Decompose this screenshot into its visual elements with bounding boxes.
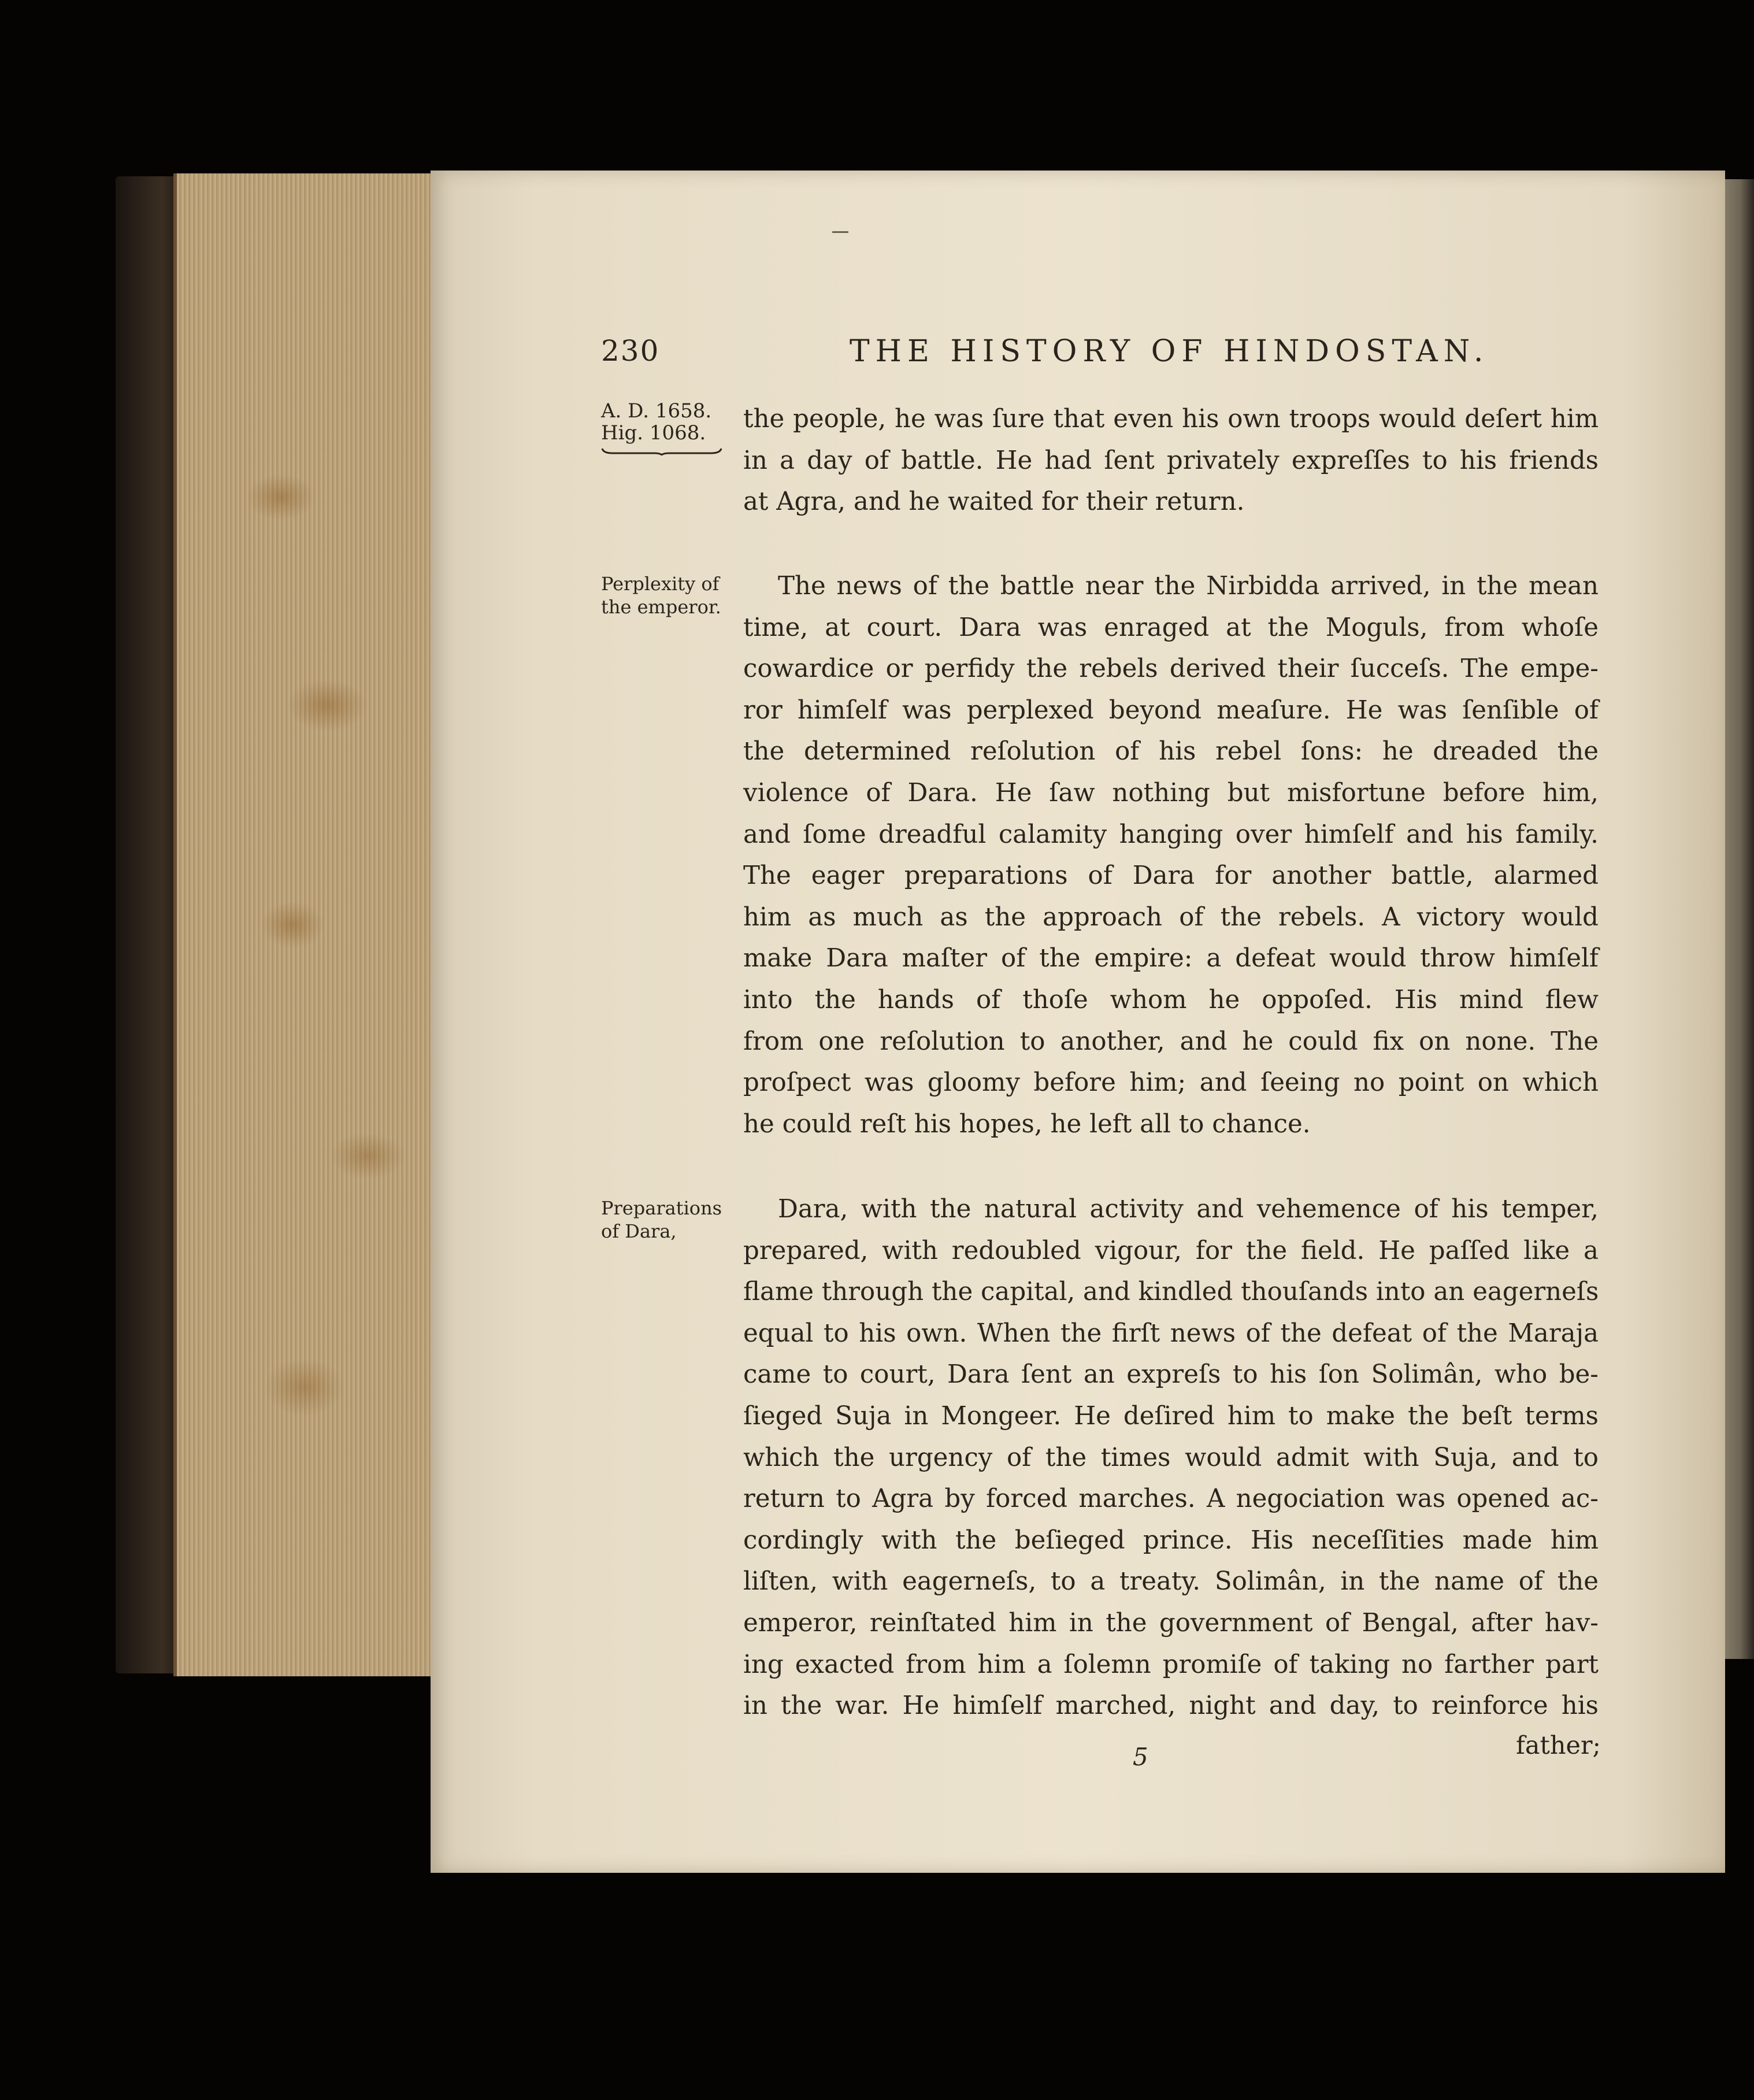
text-line: which the urgency of the times would admit with Suja, and to bbox=[743, 1443, 1599, 1472]
text-line: cowardice or perfidy the rebels derived their ſucceſs. The empe- bbox=[743, 654, 1599, 684]
running-title: THE HISTORY OF HINDOSTAN. bbox=[850, 334, 1489, 369]
text-line: ror himſelf was perplexed beyond meaſure. He was ſenſible of bbox=[743, 695, 1599, 725]
catchword: father; bbox=[1515, 1731, 1601, 1760]
text-line: he could reſt his hopes, he left all to chance. bbox=[743, 1109, 1311, 1139]
text-line: The news of the battle near the Nirbidda arrived, in the mean bbox=[778, 572, 1599, 601]
text-line: into the hands of thoſe whom he oppoſed. His mind flew bbox=[743, 985, 1599, 1014]
margin-date-ad: A. D. 1658. bbox=[601, 399, 712, 423]
text-line: The eager preparations of Dara for another battle, alarmed bbox=[743, 861, 1599, 891]
text-line: in the war. He himſelf marched, night and day, to reinforce his bbox=[743, 1691, 1599, 1721]
text-line: make Dara maſter of the empire: a defeat would throw himſelf bbox=[743, 944, 1599, 973]
margin-note-line: Preparations bbox=[601, 1197, 722, 1219]
signature-mark: 5 bbox=[1133, 1743, 1148, 1771]
margin-date-note bbox=[601, 400, 740, 455]
text-line: the determined reſolution of his rebel ſons: he dreaded the bbox=[743, 737, 1599, 766]
page-block-edge bbox=[173, 173, 448, 1676]
text-line: and ſome dreadful calamity hanging over himſelf and his family. bbox=[743, 820, 1599, 849]
margin-note-line: Perplexity of bbox=[601, 573, 720, 595]
text-line: emperor, reinſtated him in the government of Bengal, after hav- bbox=[743, 1608, 1599, 1638]
paragraph-news-of-battle bbox=[743, 566, 1599, 1145]
margin-note-preparations bbox=[601, 1197, 740, 1243]
text-line: violence of Dara. He ſaw nothing but misfortune before him, bbox=[743, 778, 1599, 808]
text-line: Dara, with the natural activity and vehemence of his temper, bbox=[778, 1195, 1599, 1224]
text-line: prepared, with redoubled vigour, for the field. He paſſed like a bbox=[743, 1236, 1599, 1265]
margin-note-perplexity bbox=[601, 572, 740, 618]
page-number: 230 bbox=[601, 334, 660, 368]
text-line: liſten, with eagerneſs, to a treaty. Solimân, in the name of the bbox=[743, 1567, 1599, 1597]
margin-note-line: of Dara, bbox=[601, 1220, 677, 1242]
ink-mark bbox=[832, 231, 848, 233]
text-line: him as much as the approach of the rebels. A victory would bbox=[743, 902, 1599, 932]
text-line: return to Agra by forced marches. A negociation was opened ac- bbox=[743, 1484, 1599, 1514]
text-line: cordingly with the beſieged prince. His neceſſities made him bbox=[743, 1525, 1599, 1555]
text-line: proſpect was gloomy before him; and ſeeing no point on which bbox=[743, 1068, 1599, 1098]
text-line: time, at court. Dara was enraged at the Moguls, from whoſe bbox=[743, 613, 1599, 642]
text-line: at Agra, and he waited for their return. bbox=[743, 487, 1245, 517]
text-line: from one reſolution to another, and he could fix on none. The bbox=[743, 1027, 1599, 1056]
paragraph-continuation bbox=[743, 399, 1599, 523]
text-line: the people, he was ſure that even his own troops would deſert him bbox=[743, 405, 1599, 434]
text-line: flame through the capital, and kindled thouſands into an eagerneſs bbox=[743, 1277, 1599, 1307]
text-line: equal to his own. When the firſt news of the defeat of the Maraja bbox=[743, 1318, 1599, 1348]
running-head bbox=[601, 334, 1595, 380]
brace-ornament bbox=[601, 447, 722, 455]
text-line: ing exacted from him a ſolemn promiſe of taking no farther part bbox=[743, 1650, 1599, 1679]
text-line: came to court, Dara ſent an expreſs to his ſon Solimân, who be- bbox=[743, 1360, 1599, 1390]
book-spine bbox=[116, 176, 182, 1673]
paragraph-dara-preparations bbox=[743, 1189, 1599, 1727]
margin-date-hijra: Hig. 1068. bbox=[601, 421, 706, 445]
text-line: in a day of battle. He had ſent privately expreſſes to his friends bbox=[743, 446, 1599, 475]
margin-note-line: the emperor. bbox=[601, 596, 721, 618]
text-line: ſieged Suja in Mongeer. He deſired him to make the beſt terms bbox=[743, 1401, 1599, 1431]
